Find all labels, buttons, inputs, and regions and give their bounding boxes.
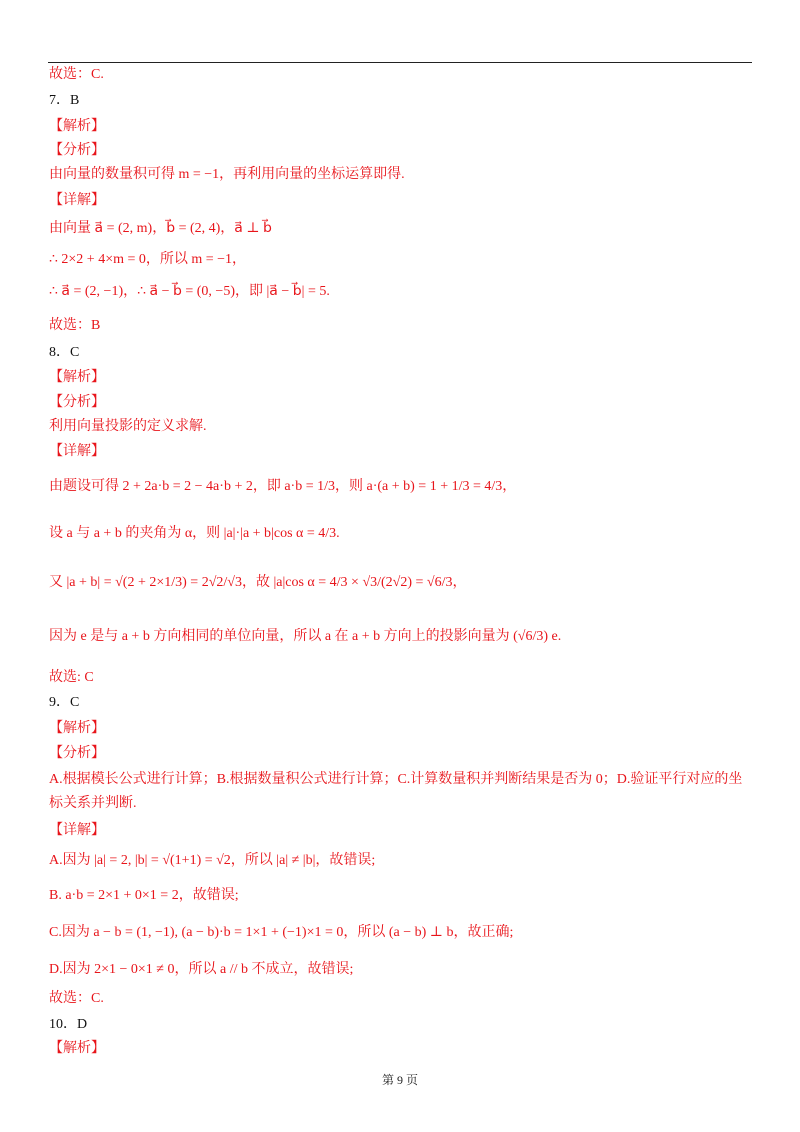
header-rule	[48, 62, 752, 63]
text-line: 【分析】	[49, 746, 105, 761]
text-line: 【详解】	[49, 823, 105, 838]
text-line: 故选: C	[49, 670, 94, 685]
text-line: 【解析】	[49, 119, 105, 134]
text-line: 故选：C.	[49, 991, 104, 1006]
text-line: 【解析】	[49, 1041, 105, 1056]
text-line: 【分析】	[49, 395, 105, 410]
text-line: ∴ a⃗ = (2, −1)，∴ a⃗ − b⃗ = (0, −5)，即 |a⃗ − b⃗| = 5.	[49, 284, 330, 299]
text-line: 【详解】	[49, 444, 105, 459]
text-line: A.根据模长公式进行计算；B.根据数量积公式进行计算；C.计算数量积并判断结果是否为 0；D.验证平行对应的坐	[49, 772, 743, 787]
text-line: D.因为 2×1 − 0×1 ≠ 0，所以 a // b 不成立，故错误;	[49, 962, 354, 977]
text-line: 由向量 a⃗ = (2, m)，b⃗ = (2, 4)，a⃗ ⊥ b⃗	[49, 221, 272, 236]
text-line: 10．D	[49, 1017, 88, 1032]
text-line: 标关系并判断.	[49, 796, 137, 811]
text-line: 因为 e 是与 a + b 方向相同的单位向量，所以 a 在 a + b 方向上的投影向量为 (√6/3) e.	[49, 629, 562, 644]
text-line: A.因为 |a| = 2, |b| = √(1+1) = √2，所以 |a| ≠ |b|，故错误;	[49, 853, 376, 868]
text-line: 8．C	[49, 345, 80, 360]
text-line: 又 |a + b| = √(2 + 2×1/3) = 2√2/√3，故 |a|cos α = 4/3 × √3/(2√2) = √6/3，	[49, 575, 467, 590]
text-line: C.因为 a − b = (1, −1), (a − b)·b = 1×1 + (−1)×1 = 0，所以 (a − b) ⊥ b，故正确;	[49, 925, 514, 940]
text-line: 7．B	[49, 93, 80, 108]
text-line: 9．C	[49, 695, 80, 710]
page-footer: 第 9 页	[381, 1073, 418, 1087]
text-line: 利用向量投影的定义求解.	[49, 419, 207, 434]
text-line: 由题设可得 2 + 2a·b = 2 − 4a·b + 2，即 a·b = 1/3，则 a·(a + b) = 1 + 1/3 = 4/3，	[49, 479, 517, 494]
text-line: 【解析】	[49, 721, 105, 736]
text-line: 故选：C.	[49, 67, 104, 82]
text-line: 故选：B	[49, 318, 101, 333]
text-line: 【解析】	[49, 370, 105, 385]
text-line: B. a·b = 2×1 + 0×1 = 2，故错误;	[49, 888, 239, 903]
text-line: ∴ 2×2 + 4×m = 0，所以 m = −1，	[49, 252, 247, 267]
text-line: 设 a 与 a + b 的夹角为 α，则 |a|·|a + b|cos α = 4/3.	[49, 526, 340, 541]
text-line: 【详解】	[49, 193, 105, 208]
text-line: 【分析】	[49, 143, 105, 158]
text-line: 由向量的数量积可得 m = −1，再利用向量的坐标运算即得.	[49, 167, 405, 182]
